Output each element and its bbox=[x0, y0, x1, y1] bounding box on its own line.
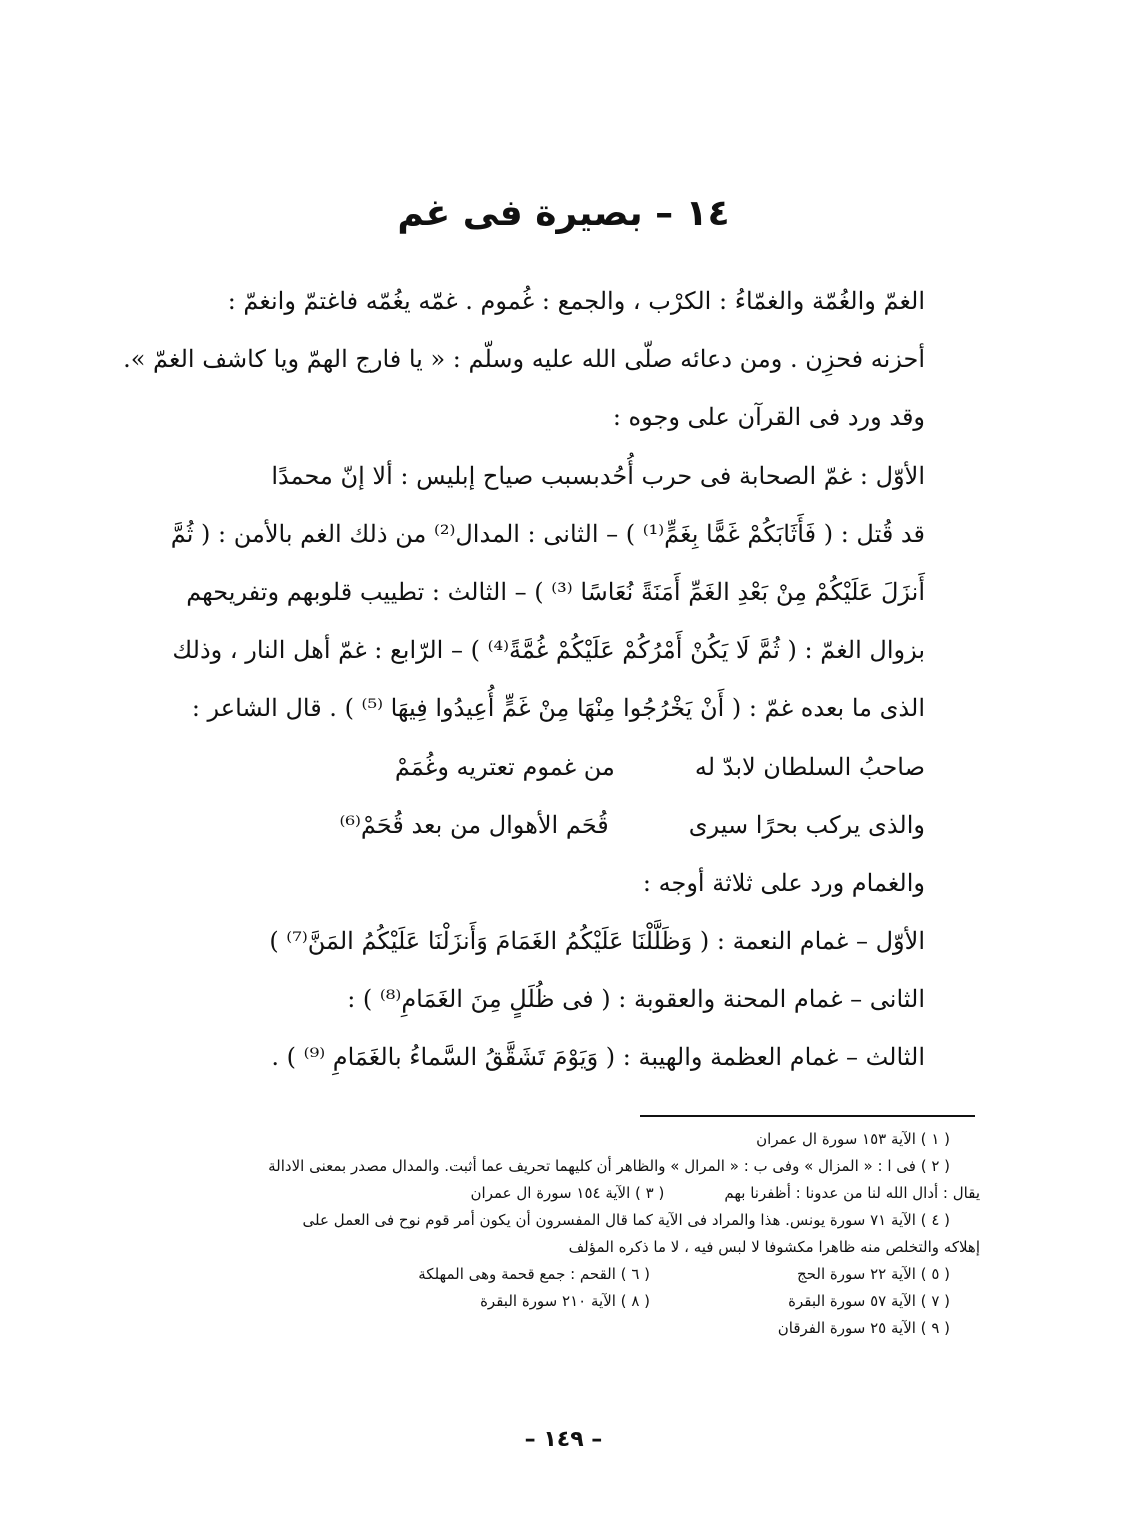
footnote: يقال : أدال الله لنا من عدونا : أظفرنا بهم bbox=[724, 1184, 980, 1202]
footnote-row bbox=[110, 1288, 980, 1315]
footnote: ( ٨ ) الآية ٢١٠ سورة البقرة bbox=[480, 1292, 650, 1310]
footnote: إهلاكه والتخلص منه ظاهرا مكشوفا لا لبس فيه ، لا ما ذكره المؤلف bbox=[568, 1238, 980, 1256]
poem-verse bbox=[225, 796, 925, 854]
text-line: الأوّل – غمام النعمة : ( وَظَلَّلْنَا عَلَيْكُمُ الغَمَامَ وَأَنزَلْنَا عَلَيْكُمُ المَنَّ⁽⁷⁾ ) bbox=[269, 927, 925, 956]
footnote: ( ١ ) الآية ١٥٣ سورة ال عمران bbox=[756, 1130, 950, 1148]
footnote-row bbox=[110, 1261, 980, 1288]
footnote: ( ٦ ) القحم : جمع قحمة وهى المهلكة bbox=[418, 1265, 650, 1283]
main-text bbox=[123, 272, 925, 1087]
footnote: ( ٩ ) الآية ٢٥ سورة الفرقان bbox=[777, 1319, 950, 1337]
footnote: ( ٤ ) الآية ٧١ سورة يونس. هذا والمراد فى الآية كما قال المفسرون أن يكون أمر قوم نوح فى العمل على bbox=[302, 1211, 950, 1229]
footnote: ( ٥ ) الآية ٢٢ سورة الحج bbox=[797, 1265, 950, 1283]
section-title: ١٤ – بصيرة فى غم bbox=[397, 193, 730, 234]
text-line: الثالث – غمام العظمة والهيبة : ( وَيَوْمَ تَشَقَّقُ السَّماءُ بالغَمَامِ ⁽⁹⁾ ) . bbox=[271, 1043, 925, 1072]
footnote-divider bbox=[640, 1115, 975, 1117]
footnote: ( ٢ ) فى ا : « المزال » وفى ب : « المرال » والظاهر أن كليهما تحريف عما أثبت. والمدال مصدر بمعنى الادالة bbox=[268, 1157, 950, 1175]
text-line: أحزنه فحزِن . ومن دعائه صلّى الله عليه وسلّم : « يا فارج الهمّ ويا كاشف الغمّ ». bbox=[123, 345, 925, 374]
poem-verse bbox=[225, 738, 925, 796]
footnote: ( ٣ ) الآية ١٥٤ سورة ال عمران bbox=[470, 1184, 665, 1202]
text-line: أَنزَلَ عَلَيْكُمْ مِنْ بَعْدِ الغَمِّ أَمَنَةً نُعَاسًا ⁽³⁾ ) – الثالث : تطييب قلوبهم وتفريحهم bbox=[186, 577, 925, 606]
text-line: والغمام ورد على ثلاثة أوجه : bbox=[642, 868, 925, 897]
poem-second-hemistich: من غموم تعتريه وغُمَمْ bbox=[394, 752, 615, 781]
text-line: قد قُتل : ( فَأَثَابَكُمْ غَمًّا بِغَمٍّ⁽¹⁾ ) – الثانى : المدال⁽²⁾ من ذلك الغم بالأمن : ( ثُمَّ bbox=[170, 519, 925, 548]
poem-first-hemistich: والذى يركب بحرًا سيرى bbox=[688, 810, 925, 839]
poem-first-hemistich: صاحبُ السلطان لابدّ له bbox=[694, 752, 925, 781]
text-line: بزوال الغمّ : ( ثُمَّ لَا يَكُنْ أَمْرُكُمْ عَلَيْكُمْ غُمَّةً⁽⁴⁾ ) – الرّابع : غمّ أهل النار ، وذلك bbox=[172, 636, 925, 665]
footnote: ( ٧ ) الآية ٥٧ سورة البقرة bbox=[788, 1292, 950, 1310]
poem-second-hemistich: قُحَم الأهوال من بعد قُحَمْ⁽⁶⁾ bbox=[339, 810, 609, 839]
text-line: وقد ورد فى القرآن على وجوه : bbox=[612, 403, 925, 432]
text-line: الغمّ والغُمّة والغمّاءُ : الكرْب ، والجمع : غُموم . غمّه يغُمّه فاغتمّ وانغمّ : bbox=[227, 287, 925, 315]
footnote-row bbox=[110, 1180, 980, 1207]
footnote-row bbox=[110, 1315, 980, 1342]
text-line: الثانى – غمام المحنة والعقوبة : ( فى ظُلَلٍ مِنَ الغَمَامِ⁽⁸⁾ ) : bbox=[347, 985, 925, 1014]
text-line: الأوّل : غمّ الصحابة فى حرب أُحُدبسبب صياح إبليس : ألا إنّ محمدًا bbox=[271, 461, 925, 490]
footnotes bbox=[110, 1126, 980, 1342]
page-number: – ١٤٩ – bbox=[524, 1427, 603, 1452]
text-line: الذى ما بعده غمّ : ( أَنْ يَخْرُجُوا مِنْهَا مِنْ غَمٍّ أُعِيدُوا فِيهَا ⁽⁵⁾ ) . قال الشاعر : bbox=[191, 694, 925, 723]
